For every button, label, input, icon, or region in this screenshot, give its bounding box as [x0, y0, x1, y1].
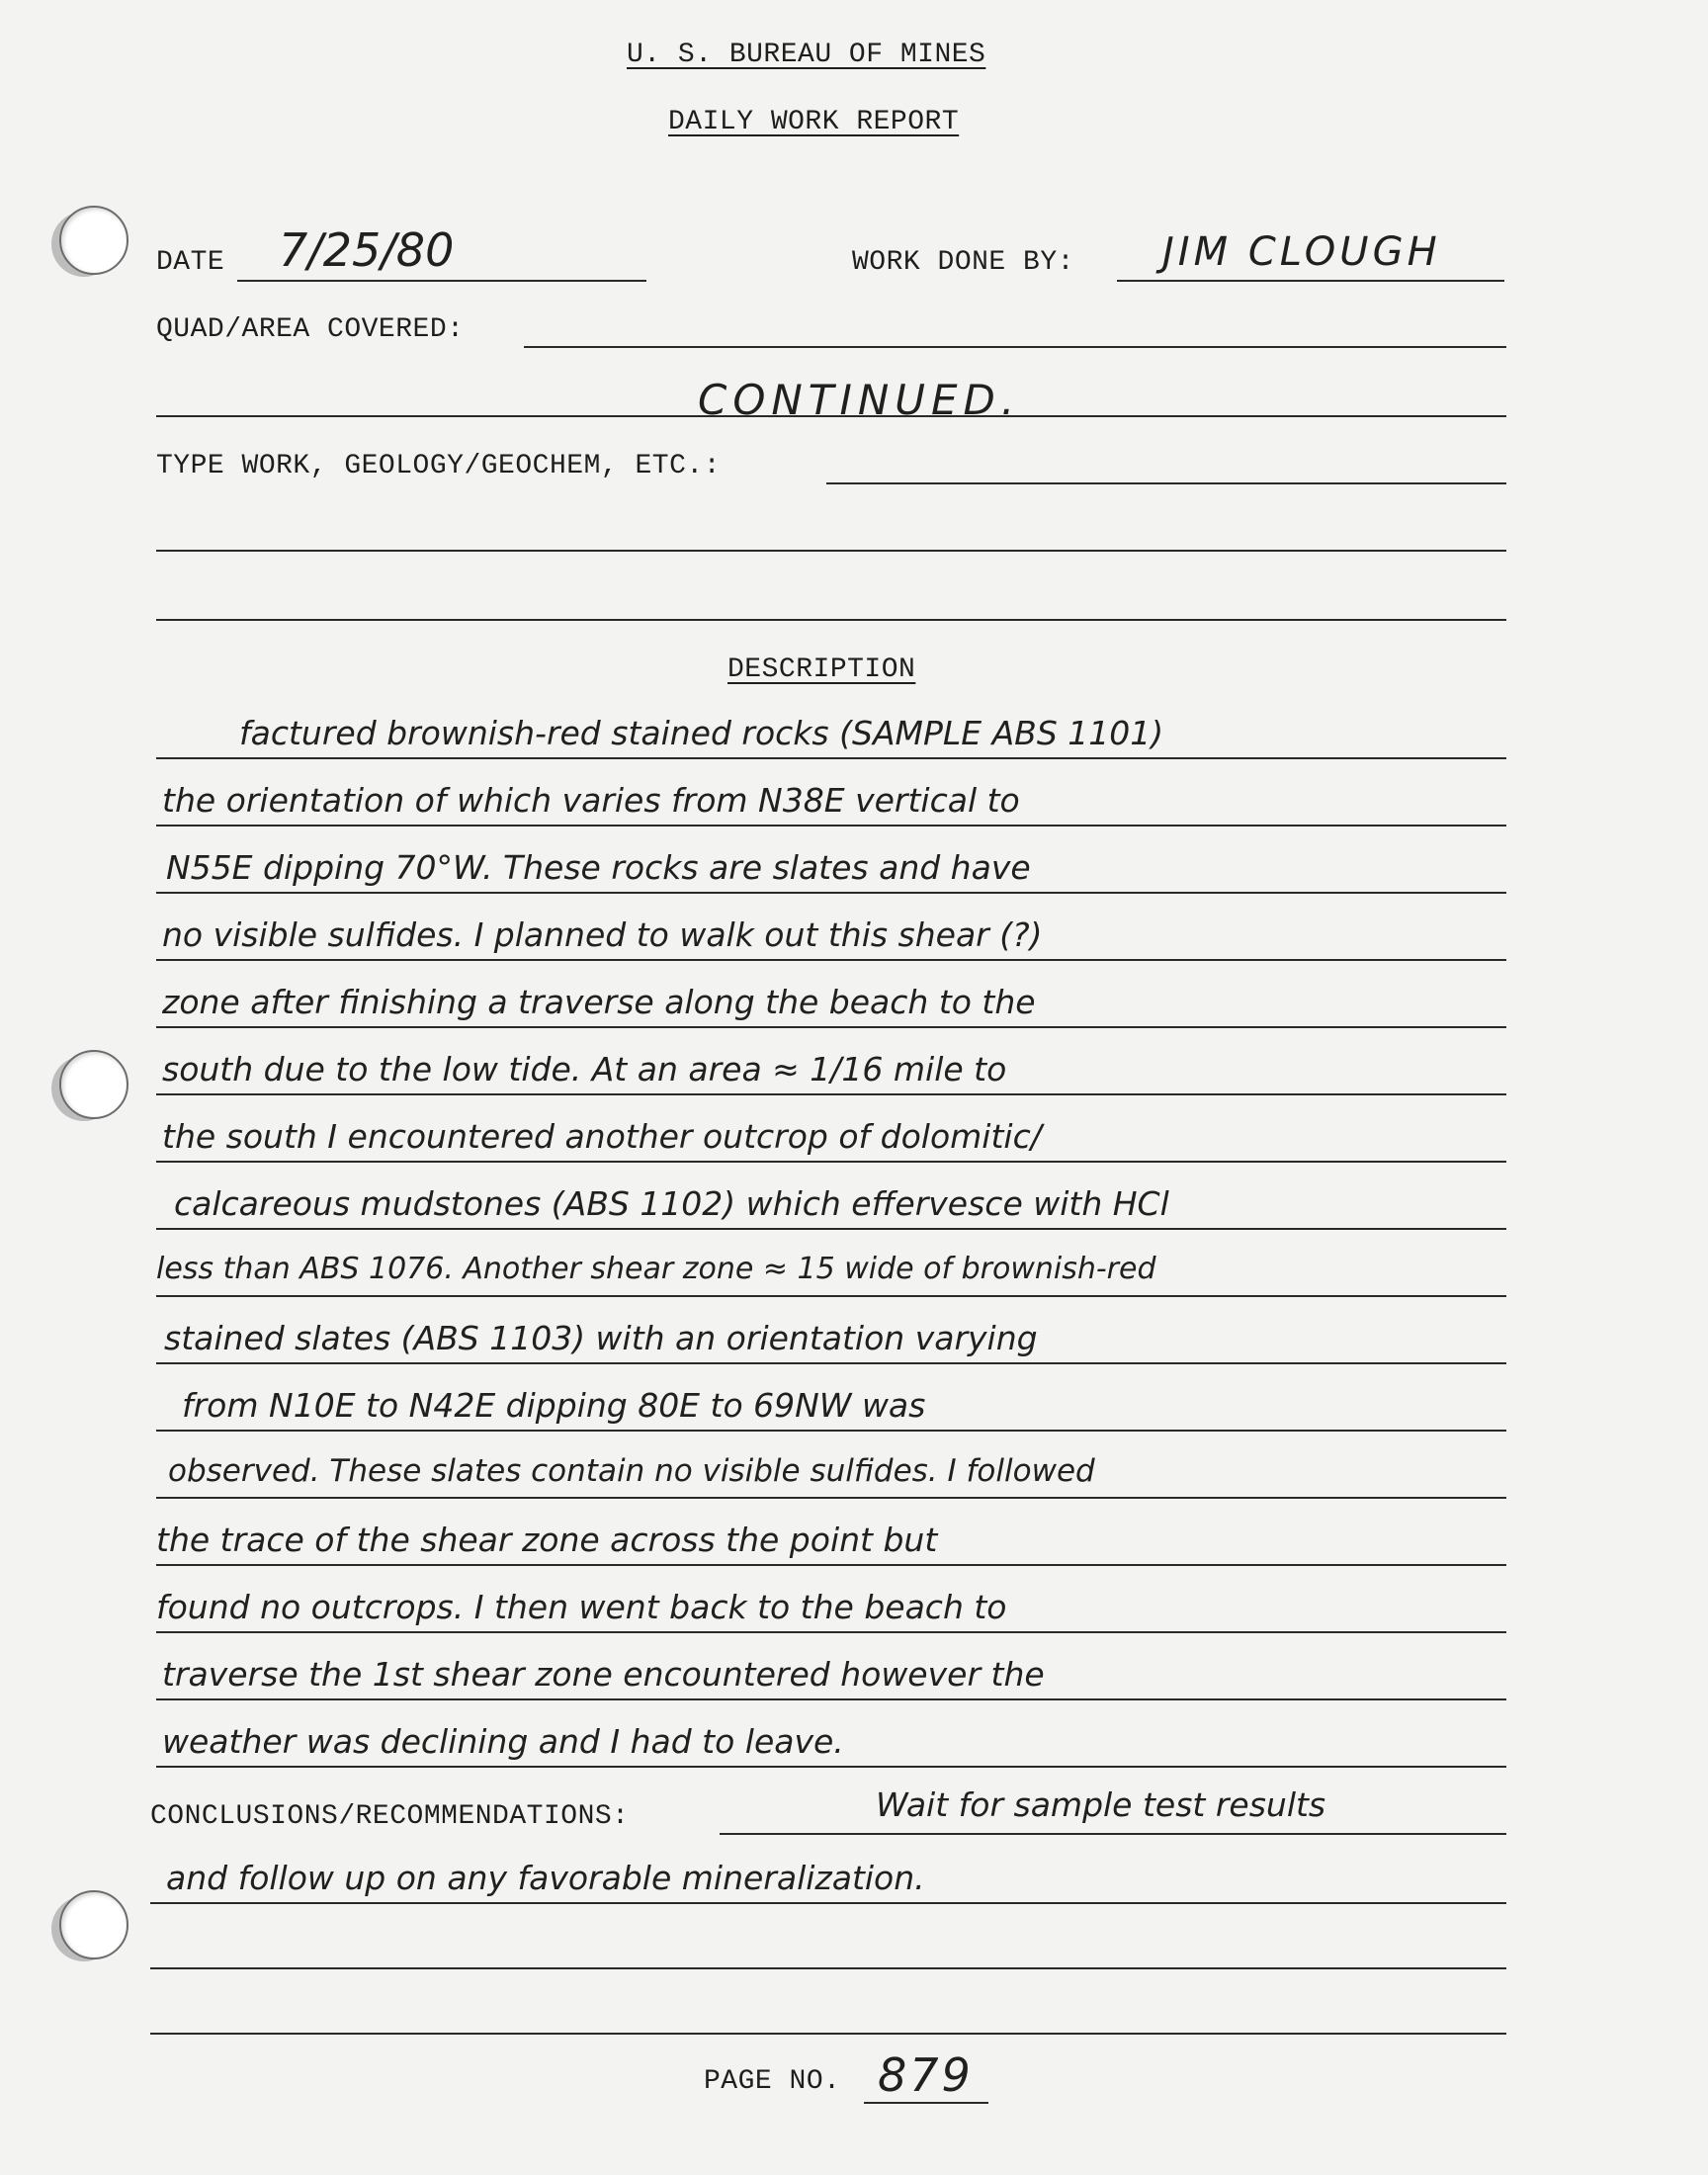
- type-work-label: TYPE WORK, GEOLOGY/GEOCHEM, ETC.:: [156, 451, 721, 481]
- description-line: calcareous mudstones (ABS 1102) which effervesce with HCl: [174, 1184, 1169, 1223]
- description-line-rule: [156, 1161, 1506, 1163]
- conclusions-line-4: [150, 2033, 1506, 2035]
- work-done-by-label: WORK DONE BY:: [852, 247, 1074, 278]
- description-line: weather was declining and I had to leave.: [162, 1722, 844, 1761]
- description-line-rule: [156, 959, 1506, 961]
- type-work-line-2: [156, 550, 1506, 552]
- description-line: stained slates (ABS 1103) with an orientation varying: [164, 1319, 1038, 1357]
- description-line-rule: [156, 757, 1506, 759]
- quad-area-label: QUAD/AREA COVERED:: [156, 314, 465, 345]
- date-line: [237, 280, 646, 282]
- description-line: the trace of the shear zone across the point but: [156, 1521, 938, 1559]
- conclusions-line-2-text: and follow up on any favorable mineralization.: [166, 1859, 925, 1897]
- description-line: the orientation of which varies from N38E vertical to: [162, 781, 1020, 820]
- conclusions-line-1: [720, 1833, 1506, 1835]
- description-line-rule: [156, 1766, 1506, 1768]
- description-line-rule: [156, 1631, 1506, 1633]
- description-line: observed. These slates contain no visible sulfides. I followed: [168, 1453, 1095, 1489]
- page-number-label: PAGE NO.: [704, 2066, 841, 2097]
- description-line-rule: [156, 1430, 1506, 1432]
- date-label: DATE: [156, 247, 225, 278]
- description-line-rule: [156, 1362, 1506, 1364]
- binder-hole-top: [59, 206, 128, 275]
- description-line: the south I encountered another outcrop of dolomitic/: [162, 1117, 1042, 1156]
- description-line: from N10E to N42E dipping 80E to 69NW was: [182, 1386, 926, 1425]
- date-value: 7/25/80: [279, 223, 455, 277]
- description-line-rule: [156, 1564, 1506, 1566]
- binder-hole-middle: [59, 1050, 128, 1119]
- work-done-by-value: JIM CLOUGH: [1162, 229, 1441, 275]
- description-line: factured brownish-red stained rocks (SAMPLE ABS 1101): [239, 714, 1164, 752]
- quad-area-line-1: [524, 346, 1506, 348]
- report-title: DAILY WORK REPORT: [668, 107, 960, 137]
- description-line: less than ABS 1076. Another shear zone ≈ 15 wide of brownish-red: [156, 1252, 1156, 1286]
- description-line: south due to the low tide. At an area ≈ 1/16 mile to: [162, 1050, 1007, 1088]
- description-line-rule: [156, 1698, 1506, 1700]
- description-line: found no outcrops. I then went back to the beach to: [156, 1588, 1007, 1626]
- type-work-line-3: [156, 619, 1506, 621]
- conclusions-line-3: [150, 1967, 1506, 1969]
- description-line: traverse the 1st shear zone encountered however the: [162, 1655, 1045, 1694]
- description-line-rule: [156, 1295, 1506, 1297]
- description-line-rule: [156, 892, 1506, 894]
- binder-hole-bottom: [59, 1890, 128, 1959]
- agency-title: U. S. BUREAU OF MINES: [627, 40, 986, 70]
- conclusions-line-1-text: Wait for sample test results: [876, 1785, 1326, 1824]
- description-line: N55E dipping 70°W. These rocks are slates and have: [166, 848, 1031, 887]
- conclusions-label: CONCLUSIONS/RECOMMENDATIONS:: [150, 1801, 630, 1832]
- description-heading: DESCRIPTION: [727, 654, 916, 685]
- quad-area-value: CONTINUED.: [698, 376, 1021, 424]
- type-work-line-1: [826, 482, 1506, 484]
- description-line-rule: [156, 1497, 1506, 1499]
- conclusions-line-2: [150, 1902, 1506, 1904]
- description-line-rule: [156, 825, 1506, 826]
- page-number-line: [864, 2102, 988, 2104]
- description-line: zone after finishing a traverse along the beach to the: [162, 983, 1036, 1021]
- description-line-rule: [156, 1026, 1506, 1028]
- description-line-rule: [156, 1093, 1506, 1095]
- description-line-rule: [156, 1228, 1506, 1230]
- work-done-by-line: [1117, 280, 1504, 282]
- page-number-value: 879: [878, 2048, 974, 2102]
- description-line: no visible sulfides. I planned to walk out this shear (?): [162, 915, 1043, 954]
